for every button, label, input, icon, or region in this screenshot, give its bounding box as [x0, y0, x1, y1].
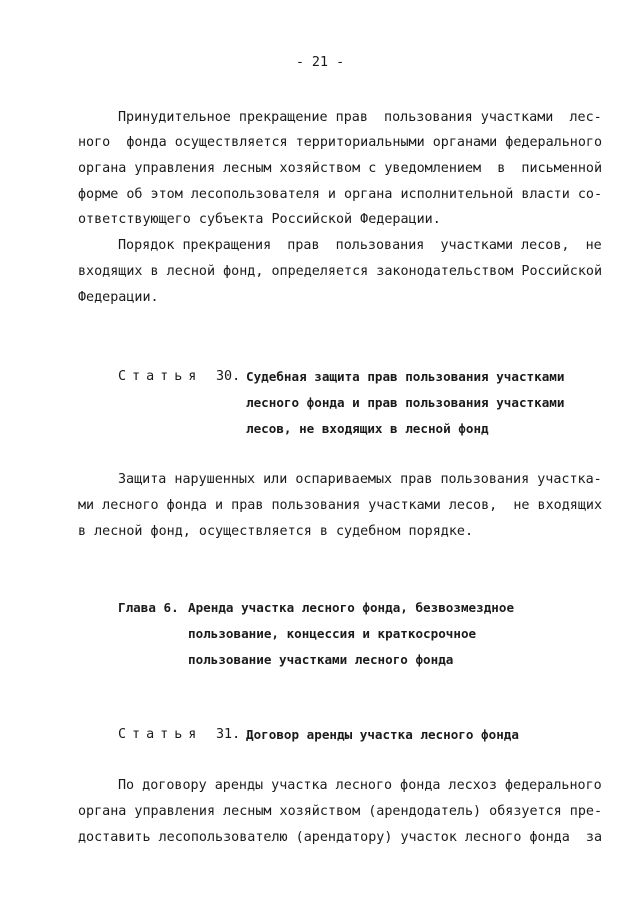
chapter-title-line: пользование, концессия и краткосрочное: [188, 626, 477, 641]
chapter-label: Глава 6.: [118, 600, 179, 615]
paragraph-line: в лесной фонд, осуществляется в судебном порядке.: [78, 524, 474, 539]
paragraph-line: Защита нарушенных или оспариваемых прав пользования участка-: [118, 472, 602, 487]
article-title-line: Судебная защита прав пользования участками: [246, 369, 565, 384]
article-number: 31.: [216, 727, 241, 742]
paragraph-line: ми лесного фонда и прав пользования участками лесов, не входящих: [78, 498, 603, 513]
page-number: - 21 -: [295, 55, 345, 70]
paragraph-line: ответствующего субъекта Российской Федерации.: [78, 212, 441, 227]
paragraph-line: входящих в лесной фонд, определяется законодательством Российской: [78, 264, 603, 279]
paragraph-line: Принудительное прекращение прав пользования участками лес-: [118, 110, 602, 125]
paragraph-line: доставить лесопользователю (арендатору) участок лесного фонда за: [78, 830, 603, 845]
article-word: Статья: [118, 727, 203, 742]
paragraph-line: органа управления лесным хозяйством (арендодатель) обязуется пре-: [78, 804, 603, 819]
paragraph-line: форме об этом лесопользователя и органа исполнительной власти со-: [78, 187, 603, 202]
article-title-line: лесов, не входящих в лесной фонд: [246, 421, 489, 436]
chapter-title-line: пользование участками лесного фонда: [188, 652, 454, 667]
paragraph-line: Порядок прекращения прав пользования участками лесов, не: [118, 238, 602, 253]
article-number: 30.: [216, 369, 241, 384]
article-word: Статья: [118, 369, 203, 384]
article-title-line: лесного фонда и прав пользования участками: [246, 395, 565, 410]
paragraph-line: Федерации.: [78, 290, 159, 305]
paragraph-line: ного фонда осуществляется территориальными органами федерального: [78, 135, 603, 150]
chapter-title-line: Аренда участка лесного фонда, безвозмездное: [188, 600, 515, 615]
article-title: Договор аренды участка лесного фонда: [246, 727, 519, 742]
paragraph-line: По договору аренды участка лесного фонда лесхоз федерального: [118, 778, 602, 793]
paragraph-line: органа управления лесным хозяйством с уведомлением в письменной: [78, 161, 603, 176]
